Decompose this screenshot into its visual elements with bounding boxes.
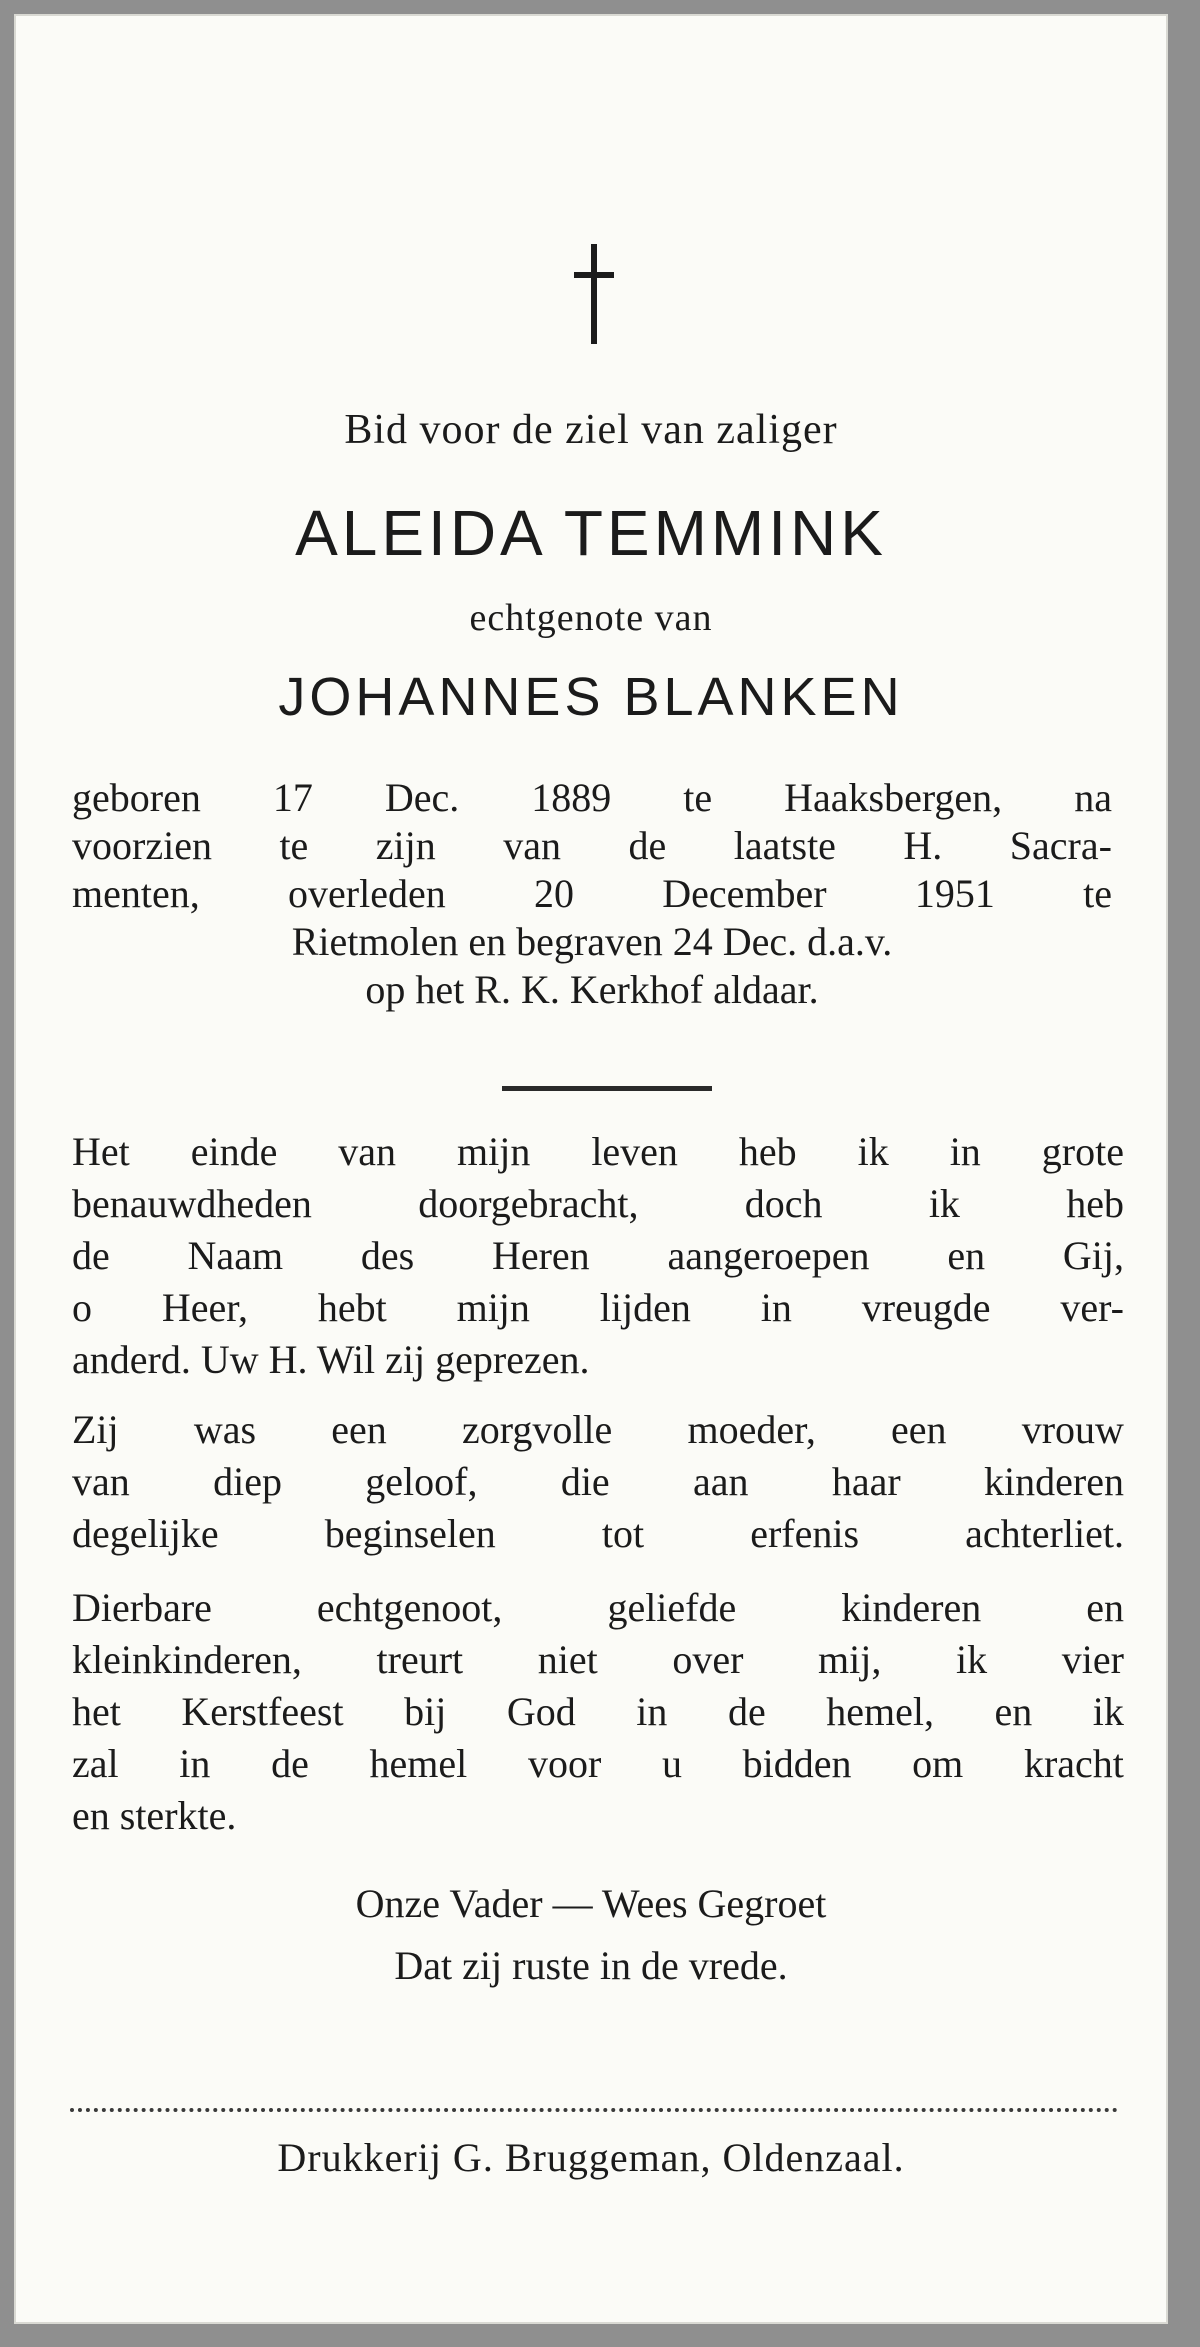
paragraph-line [72, 1178, 1124, 1230]
word: treurt [376, 1637, 464, 1682]
word: een [891, 1407, 947, 1452]
word: doorgebracht, [418, 1181, 639, 1226]
word: overleden [288, 871, 446, 916]
word: doch [744, 1181, 823, 1226]
word: Zij [72, 1407, 119, 1452]
bio-line: Rietmolen en begraven 24 Dec. d.a.v. [291, 919, 893, 964]
bio-line: op het R. K. Kerkhof aldaar. [365, 967, 819, 1012]
word: aangeroepen [667, 1233, 870, 1278]
word: ik [956, 1637, 988, 1682]
word: bidden [742, 1741, 852, 1786]
deceased-name: ALEIDA TEMMINK [295, 497, 887, 569]
word: 20 [533, 871, 574, 916]
word: laatste [733, 823, 836, 868]
paragraph-1 [72, 1126, 1124, 1386]
divider [502, 1086, 712, 1091]
word: kracht [1023, 1741, 1124, 1786]
word: o [72, 1285, 92, 1330]
bio-line [72, 870, 1112, 918]
word: einde [190, 1129, 278, 1174]
bio-line [72, 822, 1112, 870]
paragraph-line [72, 1230, 1124, 1282]
word: een [331, 1407, 387, 1452]
word: H. [903, 823, 943, 868]
paragraph-line [72, 1126, 1124, 1178]
word: mijn [456, 1285, 530, 1330]
word: diep [213, 1459, 282, 1504]
word: erfenis [750, 1511, 860, 1556]
word: hemel [369, 1741, 468, 1786]
word: ik [857, 1129, 889, 1174]
word: vier [1061, 1637, 1124, 1682]
word: echtgenoot, [316, 1585, 503, 1630]
word: Sacra- [1009, 823, 1112, 868]
word: te [683, 775, 713, 820]
word: 1889 [531, 775, 612, 820]
word: beginselen [324, 1511, 496, 1556]
word: ik [1092, 1689, 1124, 1734]
word: heb [1066, 1181, 1124, 1226]
word: geliefde [607, 1585, 737, 1630]
word: en [1086, 1585, 1124, 1630]
dotted-separator [70, 2108, 1118, 2112]
word: voor [527, 1741, 602, 1786]
word: Dierbare [72, 1585, 212, 1630]
prayer-intro: Bid voor de ziel van zaliger [344, 407, 838, 453]
word: hebt [317, 1285, 387, 1330]
word: was [193, 1407, 257, 1452]
word: 1951 [914, 871, 995, 916]
word: geboren [72, 775, 201, 820]
word: niet [537, 1637, 598, 1682]
word: 17 [272, 775, 313, 820]
word: menten, [72, 871, 200, 916]
word: geloof, [365, 1459, 478, 1504]
word: achterliet. [965, 1511, 1124, 1556]
paragraph-line [72, 1508, 1124, 1560]
word: de [628, 823, 667, 868]
word: van [503, 823, 562, 868]
word: moeder, [687, 1407, 816, 1452]
word: degelijke [72, 1511, 219, 1556]
paragraph-line [72, 1634, 1124, 1686]
memorial-card [14, 14, 1168, 2324]
paragraph-line [72, 1404, 1124, 1456]
word: December [662, 871, 827, 916]
word: om [912, 1741, 964, 1786]
word: van [72, 1459, 130, 1504]
paragraph-2 [72, 1404, 1124, 1560]
word: Gij, [1062, 1233, 1124, 1278]
word: aan [693, 1459, 749, 1504]
paragraph-3 [72, 1582, 1124, 1842]
paragraph-line: en sterkte. [72, 1793, 237, 1838]
paragraph-line [72, 1282, 1124, 1334]
closing-line: Dat zij ruste in de vrede. [394, 1943, 788, 1988]
word: Dec. [384, 775, 460, 820]
word: in [760, 1285, 792, 1330]
word: u [661, 1741, 682, 1786]
word: lijden [599, 1285, 691, 1330]
word: de [72, 1233, 110, 1278]
word: over [672, 1637, 744, 1682]
word: des [360, 1233, 415, 1278]
word: ver- [1060, 1285, 1124, 1330]
paragraph-line: anderd. Uw H. Wil zij geprezen. [72, 1337, 590, 1382]
word: hemel, [826, 1689, 934, 1734]
paragraph-line [72, 1582, 1124, 1634]
word: vreugde [861, 1285, 991, 1330]
word: in [636, 1689, 668, 1734]
spouse-name: JOHANNES BLANKEN [278, 667, 904, 727]
word: bij [404, 1689, 447, 1734]
word: kinderen [841, 1585, 982, 1630]
spouse-intro: echtgenote van [469, 597, 713, 639]
word: te [279, 823, 309, 868]
word: leven [591, 1129, 678, 1174]
word: zal [72, 1741, 119, 1786]
word: heb [738, 1129, 797, 1174]
printer-credit: Drukkerij G. Bruggeman, Oldenzaal. [277, 2135, 905, 2180]
word: het [72, 1689, 121, 1734]
word: kinderen [984, 1459, 1124, 1504]
paragraph-line [72, 1456, 1124, 1508]
word: tot [601, 1511, 645, 1556]
paragraph-line [72, 1738, 1124, 1790]
biography [72, 774, 1112, 1014]
word: Heer, [161, 1285, 248, 1330]
word: en [994, 1689, 1033, 1734]
word: Naam [187, 1233, 284, 1278]
word: haar [831, 1459, 901, 1504]
word: in [179, 1741, 211, 1786]
word: kleinkinderen, [72, 1637, 302, 1682]
word: zijn [375, 823, 436, 868]
word: Heren [491, 1233, 590, 1278]
word: en [947, 1233, 986, 1278]
word: benauwdheden [72, 1181, 312, 1226]
word: zorgvolle [461, 1407, 613, 1452]
word: mijn [457, 1129, 531, 1174]
cross-icon [574, 244, 614, 344]
word: grote [1041, 1129, 1124, 1174]
word: voorzien [72, 823, 212, 868]
paragraph-line [72, 1686, 1124, 1738]
word: Kerstfeest [181, 1689, 344, 1734]
word: van [338, 1129, 397, 1174]
word: vrouw [1021, 1407, 1124, 1452]
word: ik [928, 1181, 960, 1226]
word: mij, [818, 1637, 882, 1682]
closing-prayers: Onze Vader — Wees Gegroet [355, 1881, 827, 1926]
word: Haaksbergen, [784, 775, 1003, 820]
word: na [1074, 775, 1112, 820]
word: Het [72, 1129, 130, 1174]
word: de [271, 1741, 309, 1786]
word: te [1083, 871, 1112, 916]
bio-line [72, 774, 1112, 822]
word: God [506, 1689, 576, 1734]
word: de [727, 1689, 766, 1734]
word: in [949, 1129, 981, 1174]
word: die [560, 1459, 610, 1504]
